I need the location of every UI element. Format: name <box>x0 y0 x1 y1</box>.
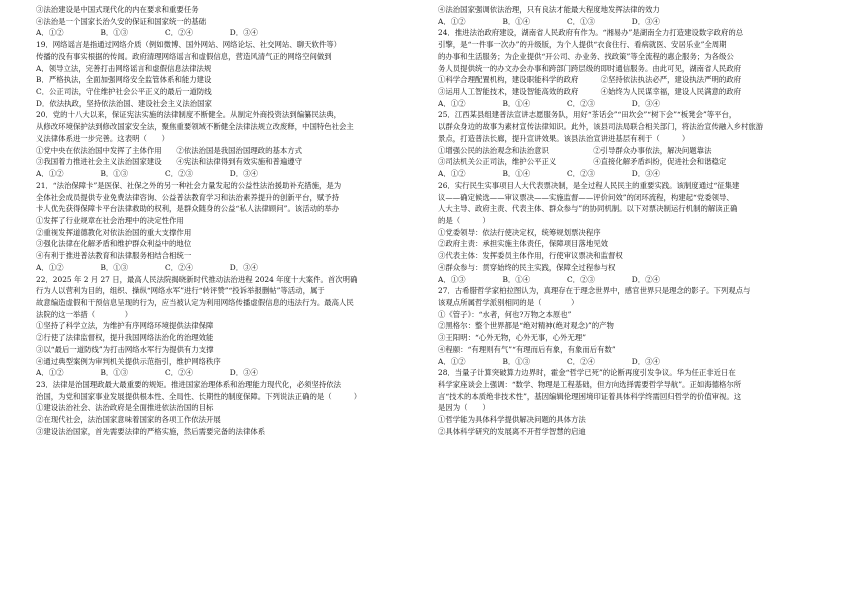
text-line: ①哲学能为具体科学提供解决问题的具体方法 <box>438 415 586 425</box>
right-column <box>438 4 842 438</box>
text-line: ①建设法治社会、法治政府是全面推进依法治国的目标 <box>36 403 214 413</box>
text-line: ①《管子》：“水者，何也?万物之本原也” <box>438 309 572 319</box>
text-line: C．公正司法，守住维护社会公平正义的最后一道防线 <box>36 87 212 97</box>
text-line: ②政府主责：承担实施主体责任，保障项目落地见效 <box>438 239 608 249</box>
text-line: ①党中央在依法治国中发挥了主体作用 ②依法治国是我国治国理政的基本方式 <box>36 145 303 155</box>
text-line: ③以“最后一道防线”为打击网络水军行为提供有力支撑 <box>36 344 214 354</box>
text-line: ②具体科学研究的发展离不开哲学智慧的启迪 <box>438 426 586 436</box>
text-line: ③王阳明：“心外无物，心外无事，心外无理” <box>438 333 586 343</box>
text-line: B．严格执法，全面加强网络安全监管体系和能力建设 <box>36 75 212 85</box>
text-line: D．依法执政，坚持依法治国、建设社会主义法治国家 <box>36 98 212 108</box>
text-line: 24．推进法治政府建设，湖南省人民政府有作为。“湘易办”是湖南全力打造建设数字政府的总 <box>438 28 744 38</box>
text-line: ②行使了法律监督权，提升我国网络法治化的治理效能 <box>36 333 214 343</box>
text-line: ④程颐：“有理则有气”“有理而后有象，有象而后有数” <box>438 344 616 354</box>
text-line: ①增强公民的法治观念和法治意识 ②引导群众办事依法，解决问题靠法 <box>438 145 712 155</box>
text-line: 26．实行民生实事项目人大代表票决制，是全过程人民民主的重要实践。该制度通过“征集建 <box>438 180 740 190</box>
text-line: ③我国着力推进社会主义法治国家建设 ④宪法和法律得到有效实施和普遍遵守 <box>36 157 303 167</box>
text-line: ③建设法治国家，首先需要法律的严格实施，然后需要完备的法律体系 <box>36 426 266 436</box>
text-line: 以群众身边的故事为素材宣传法律知识。此外，该县司法局联合相关部门，将法治宣传融入乡村旅游 <box>438 122 764 132</box>
text-line: A．①② B．①③ C．②④ D．③④ <box>36 262 258 272</box>
text-line: ③司法机关公正司法，维护公平正义 ④直接化解矛盾纠纷，促进社会和谐稳定 <box>438 157 727 167</box>
left-column <box>36 4 440 438</box>
text-line: ①党委领导：依法行使决定权，统筹规划票决程序 <box>438 227 601 237</box>
text-line: 20．党的十八大以来，保证宪法实施的法律制度不断健全。从制定外商投资法到编纂民法典， <box>36 110 342 120</box>
text-line: 卡人优先获得保障卡平台法律救助的权利，是群众随身的公益“私人法律顾问”。该活动的举办 <box>36 204 340 214</box>
text-line: 人大主导、政府主责、代表主体、群众参与”的协同机制。以下对票决制运行机制的解读正确 <box>438 204 738 214</box>
text-line: ④群众参与：贯穿始终的民主实践，保障全过程参与权 <box>438 262 616 272</box>
text-line: 景点，打造普法长廊，提升宣讲效果。该县法治宣讲进基层有利于（ ） <box>438 133 690 143</box>
text-line: ③强化法律在化解矛盾和维护群众利益中的地位 <box>36 239 192 249</box>
text-line: ②重视发挥道德教化对依法治国的重大支撑作用 <box>36 227 192 237</box>
text-line: 25．江西某县组建普法宣讲志愿服务队，用好“茶话会”“田坎会”“树下会”“板凳会”等平台， <box>438 110 737 120</box>
text-line: 故意编造虚假和干预信息呈现的行为，应当被认定为利用网络传播虚假信息的违法行为。最高人民 <box>36 297 354 307</box>
text-line: 该观点所属哲学派别相同的是（ ） <box>438 297 579 307</box>
text-line: 是因为（ ） <box>438 403 490 413</box>
text-line: 言“技术的本质绝非技术性”，基因编辑伦理困境印证着具体科学终需回归哲学的价值审视。这 <box>438 391 742 401</box>
text-line: 引擎，是“一件事一次办”的升级版，为个人提供“衣食住行、看病就医、安居乐业”全周期 <box>438 40 727 50</box>
text-line: A．①② B．①③ C．②④ D．③④ <box>438 356 660 366</box>
text-line: 全体社会成员提供专业免费法律咨询、公益普法教育学习和法治素养提升的创新平台，赋予持 <box>36 192 340 202</box>
text-line: ②黑格尔：整个世界都是“绝对精神(绝对观念)”的产物 <box>438 321 614 331</box>
text-line: 科学家座谈会上强调：“数学、物理是工程基础，但方向选择需要哲学导航”。正如海德格尔所 <box>438 380 742 389</box>
text-line: 的是（ ） <box>438 215 490 225</box>
text-line: ①坚持了科学立法，为维护有序网络环境提供法律保障 <box>36 321 214 331</box>
text-line: 传播的没有事实根据的传闻。政府清理网络谣言和虚假信息，营造风清气正的网络空间做到 <box>36 51 332 61</box>
text-line: 21．“法治保障卡”是医保、社保之外的另一种社会力量发起的公益性法治援助补充措施，是为 <box>36 180 342 190</box>
text-line: ③代表主体：发挥委员主体作用，行使审议票决和监督权 <box>438 251 623 261</box>
text-line: 22．2025 年 2 月 27 日，最高人民法院揭晓新时代推动法治进程 2024 年度十大案件。首次明确 <box>36 274 358 284</box>
text-line: 义法律体系进一步完善。这表明（ ） <box>36 133 170 143</box>
text-line: 的办事和生活服务；为企业提供“开公司、办业务、找政策”等全流程的惠企服务；为各级公 <box>438 51 734 61</box>
text-line: 行为人以营利为目的，组织、操纵“网络水军”进行“转评赞”“投诉举报删帖”等活动，属于 <box>36 286 325 296</box>
text-line: ②在现代社会，法治国家意味着国家的各项工作依法开展 <box>36 415 221 425</box>
text-line: ①发挥了行业规章在社会治理中的决定性作用 <box>36 215 184 225</box>
text-line: A．①② B．①③ C．②④ D．③④ <box>36 28 258 38</box>
text-line: ④通过典型案例为审判机关提供示范指引，维护网络秩序 <box>36 356 221 366</box>
text-line: 28．当量子计算突破算力边界时，霍金“哲学已死”的论断再度引发争议。华为任正非近日在 <box>438 368 736 378</box>
text-line: A．①② B．①④ C．②③ D．③④ <box>438 98 660 108</box>
text-line: 议——确定候选——审议票决——实施监督——评价问效”的闭环流程，构建起“党委领导、 <box>438 192 734 202</box>
text-line: 法院的这一举措（ ） <box>36 309 133 319</box>
text-line: A．①② B．①④ C．②③ D．③④ <box>438 169 660 179</box>
text-line: ④法治是一个国家长治久安的保证和国家统一的基础 <box>36 16 206 26</box>
text-line: ④法治国家强调依法治理，只有良法才能最大程度地发挥法律的效力 <box>438 5 660 14</box>
text-line: ③运用人工智能技术，建设智能高效的政府 ④始终为人民谋幸福，建设人民满意的政府 <box>438 87 742 97</box>
text-line: A．领导立法，完善打击网络谣言和虚假信息法律法规 <box>36 63 212 73</box>
text-line: 治国，为党和国家事业发展提供根本性、全局性、长期性的制度保障。下列说法正确的是（ ） <box>36 391 362 401</box>
text-line: A．①② B．①③ C．②④ D．③④ <box>36 368 258 378</box>
text-line: ③法治建设是中国式现代化的内在要求和重要任务 <box>36 5 199 14</box>
text-line: 23．法律是治国理政最大最重要的规矩。推进国家治理体系和治理能力现代化，必须坚持依法 <box>36 380 342 389</box>
text-line: A．①② B．①③ C．②③ D．③④ <box>36 169 258 179</box>
text-line: 27．古希腊哲学家柏拉图认为，真理存在于理念世界中，感官世界只是理念的影子。下列观点与 <box>438 286 751 296</box>
text-line: A．①② B．①④ C．①③ D．③④ <box>438 16 660 26</box>
text-line: 19．网络谣言是指通过网络介质（例如微博、国外网站、网络论坛、社交网站、聊天软件等） <box>36 40 342 50</box>
text-line: 从修改环境保护法到修改国家安全法，聚焦重要领域不断健全法律法规立改废释，中国特色社会主 <box>36 122 354 132</box>
text-line: ④有利于推进普法教育和法律服务相结合相统一 <box>36 251 192 261</box>
text-line: ①科学合理配置机构，建设职能科学的政府 ②坚持依法执法必严，建设执法严明的政府 <box>438 75 742 85</box>
text-line: 务人员提供统一的办文办会办事和跨部门跨层级的即时通信服务。由此可见，湖南省人民政府 <box>438 63 742 73</box>
text-line: A．①③ B．①④ C．②③ D．②④ <box>438 274 660 284</box>
